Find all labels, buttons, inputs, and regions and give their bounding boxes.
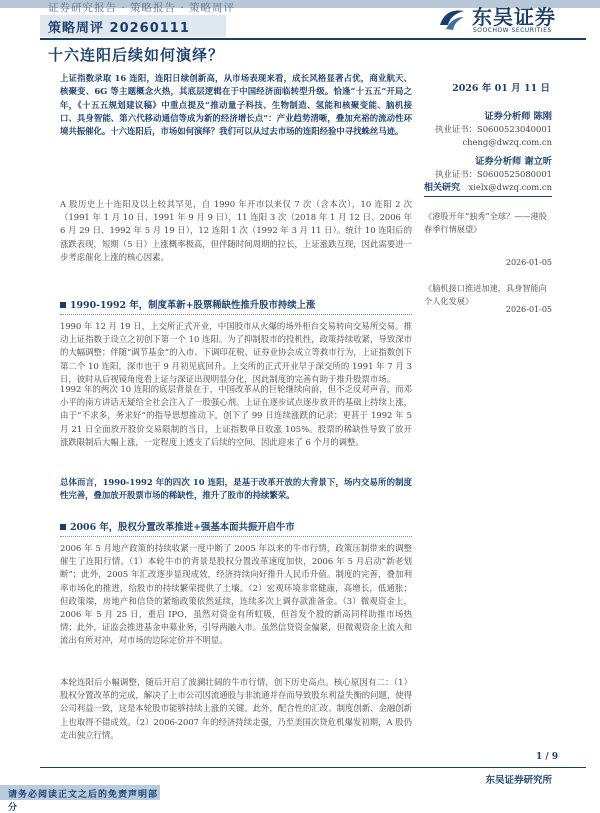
company-logo	[436, 1, 586, 41]
analyst-email[interactable]: xielx@dwzq.com.cn	[468, 182, 552, 192]
intro-paragraph: A 股历史上十连阳及以上较其罕见，自 1990 年开市以来仅 7 次（含本次），10 连阳 2 次（1991 年 1 月 10 日、1991 年 9 月 9 日），11 连阳 3 次（2018 年 1 月 12 日、2006 年 6 月 29 日、1992 年 5 月 19 日），12 连阳 1 次（1992 年 3 月 11 日）。统计 10 连阳后的涨跌表现，短期（5 日）上涨概率极高，但伴随时间周期的拉长，上证涨跌互现，因此需要进一步考虑催化上涨的核心因素。	[60, 199, 412, 262]
footer-company: 东吴证券研究所	[485, 775, 552, 786]
related-item-2-date: 2026-01-05	[505, 305, 552, 314]
analyst-name: 证券分析师 陈刚	[484, 111, 552, 122]
analyst-email[interactable]: cheng@dwzq.com.cn	[462, 137, 552, 147]
section-heading-1	[60, 297, 412, 311]
soochow-logo-icon	[436, 3, 468, 35]
related-item-1-date: 2026-01-05	[505, 258, 552, 267]
section-2-paragraph-2: 本轮连阳后小幅调整，随后开启了波澜壮阔的牛市行情，创下历史高点。核心原因有二：（1）股权分置改革的完成，解决了上市公司因流通股与非流通并存而导致股东利益失衡的问题，使得公司利益一致，这是本轮股市能够持续上涨的关键。此外，配合性的汇改、制度创新、金融创新上也取得不错成效。（2）2006-2007 年的经济持续走强，乃至美国次贷危机爆发初期，A 股仍走出独立行情。	[60, 677, 412, 740]
section-2-paragraph-1: 2006 年 5 月地产政策的持续收紧一度中断了 2005 年以来的牛市行情，政策压制带来的调整催生了连阳行情。（1）本轮牛市的背景是股权分置改革速度加快，2006 年 5 月启动“新老划断”；此外，2005 年汇改逐步显现成效，经济持续向好推升人民币升值。制度的完善，叠加利率市场化的推进，给股市的持续繁荣提供了土壤。（2）宏观环境非常健康，高增长，低通胀；但政策端，房地产和信贷的紧缩政策依然延续，连续多次上调存款准备金。（3）微观资金上，2006 年 5 月 25 日，重启 IPO，虽然对资金有所虹吸，但首发个股的新高同样助推市场热情；此外，证监会推进基金申募业务，引导两融入市。虽然信贷资金偏紧，但微观资金上流入和流出有所对冲，对市场的边际定价并不明显。	[60, 543, 412, 646]
section-heading-text: 1990-1992 年，制度革新+股票稀缺性推升股市持续上涨	[70, 300, 316, 311]
related-item-2[interactable]: 《脑机接口推进加速，具身智能向个人化发展》	[424, 283, 547, 306]
report-date: 2026 年 01 月 11 日	[452, 83, 550, 94]
disclaimer-text: 请务必阅读正文之后的免责声明部分	[8, 790, 159, 813]
header-rule	[40, 38, 586, 40]
footer-rule	[40, 767, 586, 768]
report-series: 证券研究报告 · 策略报告 · 策略周评	[48, 2, 236, 14]
related-item-1[interactable]: 《港股开年“独秀”全球？——港股春季行情展望》	[424, 211, 547, 234]
logo-subtext: SOOCHOW SECURITIES	[473, 27, 552, 34]
disclaimer-banner	[0, 785, 160, 813]
analyst-license: 执业证书：S0600523040001	[435, 124, 552, 134]
section-heading-2	[60, 519, 412, 533]
section-bullet-icon	[60, 302, 66, 308]
summary-paragraph: 上证指数录取 16 连阳，连阳日续创新高，从市场表现来看，成长风格显著占优，商业航天、核聚变、6G 等主题概念火热，其底层逻辑在于中国经济面临转型升级。恰逢“十五五”开局之年，《十五五规划建议稿》中重点提及“推动量子科技、生物制造、氢能和核聚变能、脑机接口、具身智能、第六代移动通信等成为新的经济增长点”：产业趋势清晰，叠加充裕的流动性环境共振催化。十六连阳后，市场如何演绎？我们可以从过去市场的连阳经验中寻找蛛丝马迹。	[60, 73, 412, 137]
section-divider	[60, 314, 412, 315]
analyst-license: 执业证书：S0600525080001	[435, 169, 552, 179]
analyst-block-1	[424, 110, 552, 149]
related-research-title: 相关研究	[424, 183, 461, 193]
section-divider	[60, 536, 412, 537]
logo-text: 东吴证券	[472, 5, 556, 29]
section-bullet-icon	[60, 524, 66, 530]
section-heading-text: 2006 年，股权分置改革推进+强基本面共振开启牛市	[70, 522, 295, 533]
section-1-paragraph-2: 1992 年的两次 10 连阳的底层背景在于，中国改革从的巨轮继续向前，但不乏反对声音，而邓小平的南方讲话无疑给全社会注入了一股强心剂。上证在逐步试点逐步放开的基础上持续上涨，由于“不求多，务求好”的指导思想推动下，创下了 99 日连续涨跌的记录；更甚于 1992 年 5 月 21 日全面放开股价交易限制的当日，上证指数单日收涨 105%。股票的稀缺性导致了放开涨跌限制后大幅上涨，一定程度上透支了后续的空间，因此迎来了 6 个月的调整。	[60, 384, 412, 447]
related-research-rule	[424, 196, 552, 197]
page-number: 1 / 9	[536, 752, 559, 762]
page-title: 十六连阳后续如何演绎？	[48, 46, 225, 64]
section-1-paragraph-1: 1990 年 12 月 19 日，上交所正式开业，中国股市从火爆的场外柜台交易转向交易所交易。推动上证指数于设立之初创下第一个 10 连阳。为了抑制股市的投机性，政策持续收紧，导致深市的大幅调整；伴随“调节基金”的入市、下调印花税、证券业协会成立等救市行为，上证指数创下第二个 10 连阳，深市也于 9 月初见底回升。上交所的正式开业早于深交所的 1991 年 7 月 3 日，彼时从后视镜角度看上证与深证出现明显分化，因此制度的完善有助于推升股票市场。	[60, 321, 412, 384]
report-type: 策略周评 20260111	[48, 21, 190, 36]
analyst-name: 证券分析师 谢立昕	[475, 156, 552, 167]
section-1-conclusion: 总体而言，1990-1992 年的四次 10 连阳，是基于改革开放的大背景下，场内交易所的制度性完善，叠加放开股票市场的稀缺性，推升了股市的持续繁荣。	[60, 477, 412, 501]
